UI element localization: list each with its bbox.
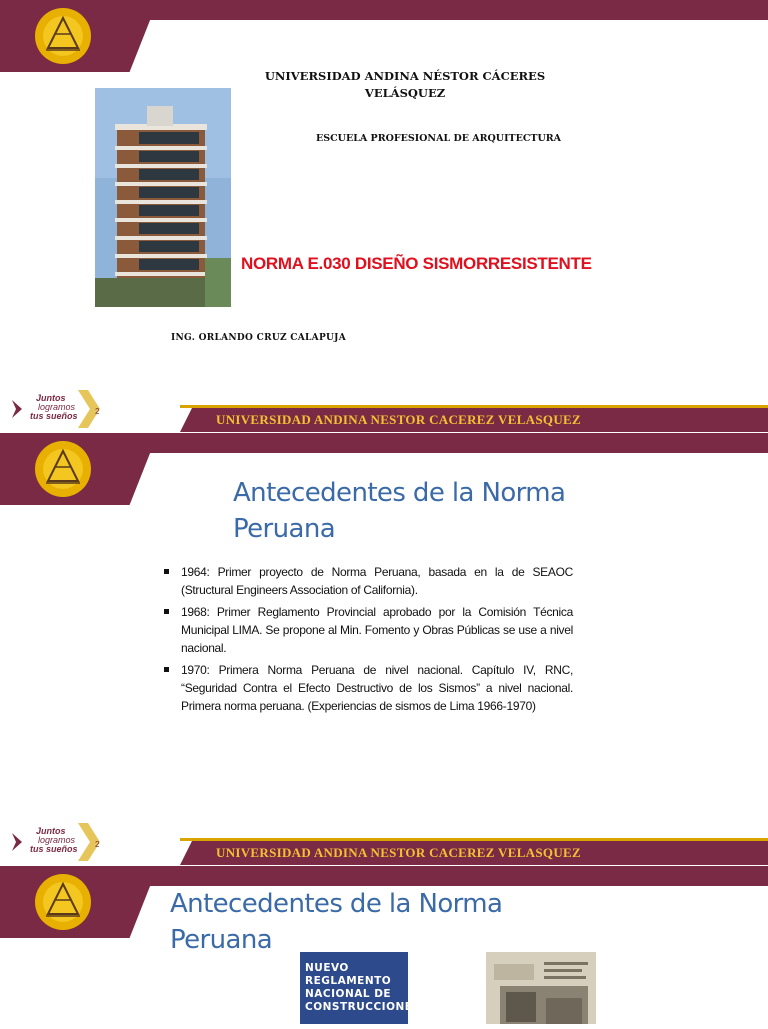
footer-university: UNIVERSIDAD ANDINA NESTOR CACEREZ VELASQUEZ	[216, 412, 581, 427]
bullet-list	[164, 563, 573, 719]
bullet-item: 1968: Primer Reglamento Provincial aprobado por la Comisión Técnica Municipal LIMA. Se propone al Min. Fomento y Obras Públicas se use a nivel nacional.	[164, 603, 573, 657]
bullet-item: 1964: Primer proyecto de Norma Peruana, basada en la de SEAOC (Structural Engineers Association of California).	[164, 563, 573, 599]
faculty-logo-icon	[26, 4, 100, 68]
slide-heading	[233, 475, 565, 547]
bullet-item: 1970: Primera Norma Peruana de nivel nacional. Capítulo IV, RNC, “Seguridad Contra el Efecto Destructivo de los Sismos” a nivel nacional. Primera norma peruana. (Experiencias de sismos de Lima 1966-1970)	[164, 661, 573, 715]
author-name: ING. ORLANDO CRUZ CALAPUJA	[171, 333, 347, 343]
slogan-line2: logramos	[38, 835, 76, 845]
faculty-logo-icon	[26, 437, 100, 501]
university-title-line2: VELÁSQUEZ	[364, 86, 446, 100]
page-number: 2	[95, 840, 100, 849]
slide-heading	[170, 886, 502, 958]
school-name: ESCUELA PROFESIONAL DE ARQUITECTURA	[316, 133, 562, 144]
slide-title	[0, 0, 768, 432]
slogan-block	[0, 386, 105, 432]
footer	[0, 386, 768, 432]
slogan-line1: Juntos	[36, 826, 66, 836]
footer	[0, 819, 768, 865]
slogan-line3: tus sueños	[30, 411, 78, 421]
university-title	[240, 68, 570, 102]
footer-university: UNIVERSIDAD ANDINA NESTOR CACEREZ VELASQUEZ	[216, 845, 581, 860]
book-cover-rnc	[300, 952, 421, 1024]
presentation-title: NORMA E.030 DISEÑO SISMORRESISTENTE	[241, 254, 592, 273]
slide-antecedentes-2	[0, 866, 768, 1024]
book-cover-photo	[486, 952, 596, 1024]
university-title-line1: UNIVERSIDAD ANDINA NÉSTOR CÁCERES	[264, 69, 546, 83]
page-number: 2	[95, 407, 100, 416]
heading-line2: Peruana	[233, 514, 336, 544]
building-photo	[95, 88, 231, 307]
book-cover-image	[486, 952, 596, 1024]
heading-line1: Antecedentes de la Norma	[233, 478, 566, 508]
book-cover-title: NUEVO REGLAMENTO NACIONAL DE CONSTRUCCIONES	[305, 962, 421, 1013]
slide-antecedentes	[0, 433, 768, 865]
header-band	[0, 0, 768, 72]
slogan-block	[0, 819, 105, 865]
slogan-line3: tus sueños	[30, 844, 78, 854]
slogan-line1: Juntos	[36, 393, 66, 403]
faculty-logo-icon	[26, 870, 100, 934]
heading-line2: Peruana	[170, 925, 273, 955]
heading-line1: Antecedentes de la Norma	[170, 889, 503, 919]
slogan-line2: logramos	[38, 402, 76, 412]
